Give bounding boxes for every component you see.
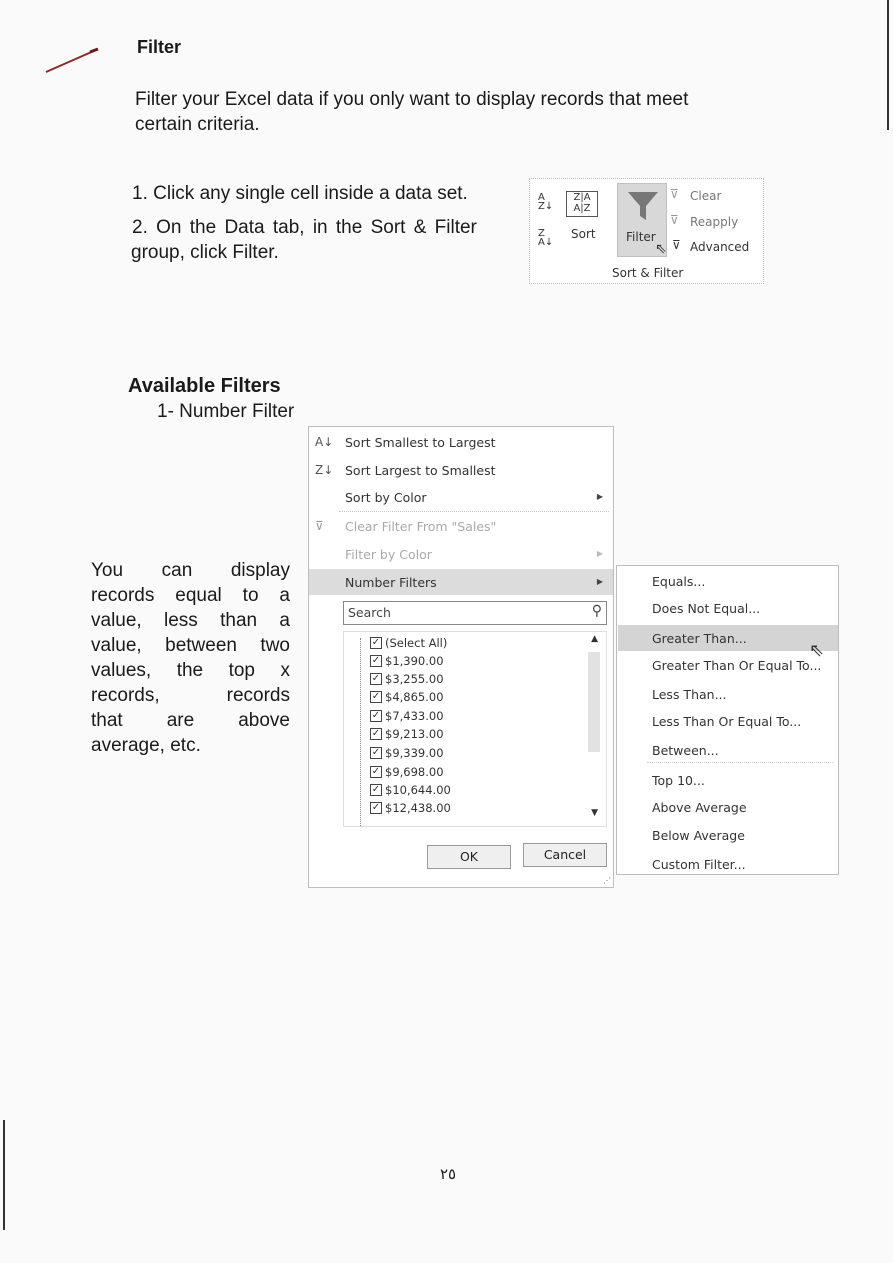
list-item-label: (Select All) — [385, 636, 448, 650]
sort-by-color-arrow-icon: ▶ — [596, 492, 603, 501]
resize-grip-icon[interactable]: ⋰ — [603, 876, 611, 885]
menu-divider — [339, 511, 609, 512]
menu-number-filters[interactable]: Number Filters — [345, 575, 437, 590]
list-item[interactable] — [370, 690, 444, 704]
list-item[interactable] — [370, 709, 444, 723]
intro-text — [135, 87, 775, 137]
intro-line-1: Filter your Excel data if you only want to display records that meet — [135, 89, 689, 110]
checkbox-checked-icon[interactable]: ✓ — [371, 727, 381, 739]
advanced-button[interactable]: Advanced — [690, 240, 750, 254]
menu-sort-smallest[interactable]: Sort Smallest to Largest — [345, 435, 496, 450]
menu-filter-by-color: Filter by Color — [345, 547, 432, 562]
submenu-above-average[interactable]: Above Average — [652, 800, 747, 815]
checkbox-checked-icon[interactable]: ✓ — [371, 765, 381, 777]
ribbon-group-label: Sort & Filter — [612, 266, 684, 280]
number-filters-submenu — [616, 565, 839, 875]
list-item[interactable] — [370, 765, 444, 779]
checkbox-checked-icon[interactable]: ✓ — [371, 709, 381, 721]
menu-sort-largest[interactable]: Sort Largest to Smallest — [345, 463, 496, 478]
cursor-icon: ⇖ — [655, 241, 667, 257]
list-item[interactable] — [370, 801, 451, 815]
filter-by-color-arrow-icon: ▶ — [596, 549, 603, 558]
list-item-label: $4,865.00 — [385, 690, 444, 704]
search-icon: ⚲ — [591, 603, 602, 619]
checkbox-checked-icon[interactable]: ✓ — [371, 636, 381, 648]
cancel-button[interactable]: Cancel — [523, 843, 607, 867]
desc-line-7: that are above — [91, 710, 290, 731]
desc-line-8: average, etc. — [91, 735, 201, 756]
sort-filter-ribbon — [529, 178, 764, 284]
sort-button-label[interactable]: Sort — [571, 227, 596, 241]
checkbox-checked-icon[interactable]: ✓ — [371, 801, 381, 813]
list-item-label: $1,390.00 — [385, 654, 444, 668]
desc-line-6: records, records — [91, 685, 290, 706]
filter-heading: Filter — [137, 37, 182, 57]
submenu-greater-than[interactable]: Greater Than... — [652, 631, 747, 646]
list-item[interactable] — [370, 672, 444, 686]
page-number: ٢٥ — [440, 1166, 457, 1183]
list-item-label: $7,433.00 — [385, 709, 444, 723]
filter-dropdown-menu — [308, 426, 614, 888]
step-1-text: 1. Click any single cell inside a data set. — [132, 183, 468, 204]
pen-mark-icon — [40, 40, 110, 80]
number-filter-subtitle: 1- Number Filter — [157, 401, 295, 422]
desc-line-5: values, the top x — [91, 660, 290, 681]
submenu-not-equal[interactable]: Does Not Equal... — [652, 601, 761, 616]
list-item-label: $10,644.00 — [385, 783, 451, 797]
search-placeholder: Search — [348, 605, 391, 620]
sort-dialog-icon[interactable]: Z|A A|Z — [566, 191, 598, 217]
sort-desc-icon: Z↓ — [315, 463, 334, 477]
submenu-top-10[interactable]: Top 10... — [652, 773, 705, 788]
search-input[interactable] — [343, 601, 607, 625]
submenu-divider — [647, 762, 833, 763]
submenu-greater-or-equal[interactable]: Greater Than Or Equal To... — [652, 658, 822, 673]
mouse-pointer-icon: ⇖ — [809, 640, 825, 661]
desc-line-4: value, between two — [91, 635, 290, 656]
submenu-less-than[interactable]: Less Than... — [652, 687, 727, 702]
sort-za-icon[interactable]: Z A↓ — [538, 228, 554, 248]
number-filters-arrow-icon: ▶ — [596, 577, 603, 586]
list-scrollbar[interactable] — [588, 652, 600, 752]
clear-icon: ⊽ — [670, 187, 679, 201]
ok-button[interactable]: OK — [427, 845, 511, 869]
step-2-line-2: group, click Filter. — [131, 242, 279, 263]
intro-line-2: certain criteria. — [135, 114, 260, 135]
menu-sort-by-color[interactable]: Sort by Color — [345, 490, 427, 505]
checkbox-checked-icon[interactable]: ✓ — [371, 654, 381, 666]
sort-asc-icon: A↓ — [315, 435, 334, 449]
clear-button[interactable]: Clear — [690, 189, 722, 203]
list-item-label: $12,438.00 — [385, 801, 451, 815]
reapply-icon: ⊽ — [670, 213, 679, 227]
page-edge-left — [3, 1120, 5, 1230]
submenu-between[interactable]: Between... — [652, 743, 719, 758]
value-checklist — [343, 631, 607, 827]
list-item-label: $9,698.00 — [385, 765, 444, 779]
submenu-less-or-equal[interactable]: Less Than Or Equal To... — [652, 714, 802, 729]
reapply-button[interactable]: Reapply — [690, 215, 739, 229]
list-item[interactable] — [370, 654, 444, 668]
submenu-custom-filter[interactable]: Custom Filter... — [652, 857, 746, 872]
funnel-icon — [626, 190, 660, 222]
filter-button-label: Filter — [626, 230, 656, 244]
advanced-icon: ⊽ — [672, 238, 681, 252]
checkbox-checked-icon[interactable]: ✓ — [371, 746, 381, 758]
list-item-label: $9,213.00 — [385, 727, 444, 741]
tree-line — [360, 638, 369, 826]
checkbox-checked-icon[interactable]: ✓ — [371, 690, 381, 702]
scroll-up-icon[interactable]: ▲ — [591, 634, 598, 644]
page-edge-right — [887, 0, 889, 130]
list-item-label: $3,255.00 — [385, 672, 444, 686]
list-item-label: $9,339.00 — [385, 746, 444, 760]
desc-line-1: You can display — [91, 560, 290, 581]
list-item[interactable] — [370, 636, 447, 650]
checkbox-checked-icon[interactable]: ✓ — [371, 672, 381, 684]
clear-filter-icon: ⊽ — [315, 519, 324, 533]
desc-line-3: value, less than a — [91, 610, 290, 631]
menu-clear-filter: Clear Filter From "Sales" — [345, 519, 497, 534]
sort-az-icon[interactable]: A Z↓ — [538, 192, 554, 212]
list-item[interactable] — [370, 727, 444, 741]
description-text — [91, 558, 290, 758]
scroll-down-icon[interactable]: ▼ — [591, 808, 598, 818]
desc-line-2: records equal to a — [91, 585, 290, 606]
submenu-equals[interactable]: Equals... — [652, 574, 706, 589]
checkbox-checked-icon[interactable]: ✓ — [371, 783, 381, 795]
available-filters-heading: Available Filters — [128, 375, 281, 397]
list-item[interactable] — [370, 746, 444, 760]
submenu-below-average[interactable]: Below Average — [652, 828, 745, 843]
list-item[interactable] — [370, 783, 451, 797]
step-2-line-1: 2. On the Data tab, in the Sort & Filter — [132, 217, 477, 238]
